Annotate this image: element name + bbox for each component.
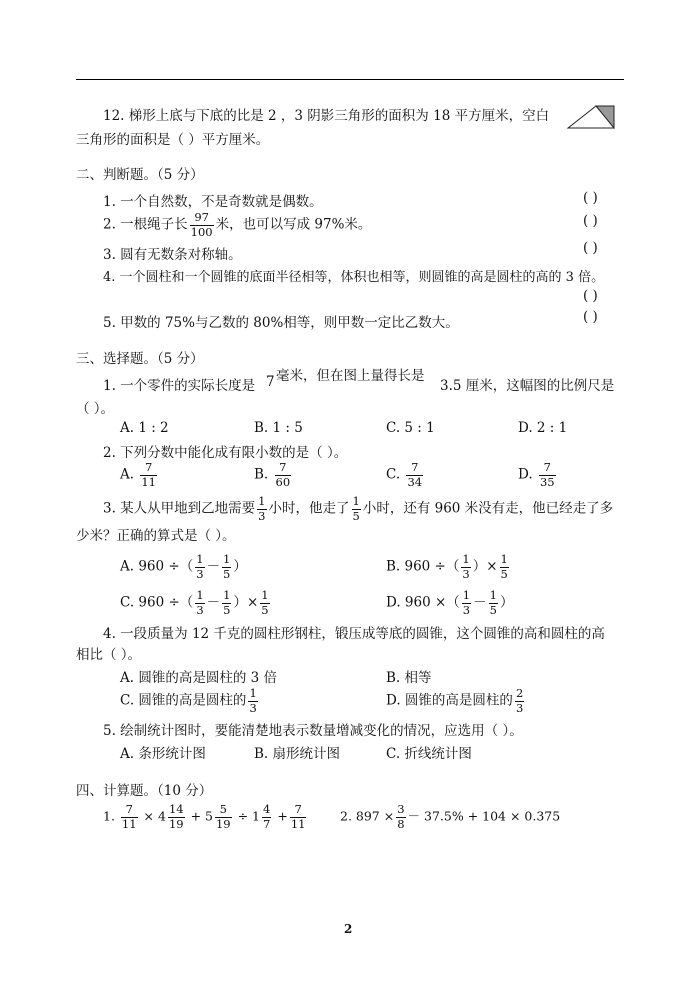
calc-2	[340, 804, 560, 830]
q2-option-c-label: C.	[386, 466, 401, 483]
q4-option-d-text: D. 圆锥的高是圆柱的	[386, 692, 513, 709]
choice-q2-text: 2. 下列分数中能化成有限小数的是（ ）。	[103, 445, 348, 461]
calc-1-label: 1.	[103, 808, 115, 824]
fraction-1-5: $\frac{1}{5}$	[489, 588, 497, 617]
fraction-1-5: $\frac{1}{5}$	[223, 552, 231, 581]
fraction-1-3: $\frac{1}{3}$	[258, 494, 266, 523]
section3-title: 三、选择题。（5 分）	[76, 351, 204, 367]
q1-option-a[interactable]: A. 1 : 2	[120, 420, 169, 436]
calc-1	[103, 804, 308, 830]
q4-option-c-text: C. 圆锥的高是圆柱的	[120, 692, 247, 709]
fraction-1-3: $\frac{1}{3}$	[249, 686, 257, 715]
choice-q1-part-d: 3.5 厘米，这幅图的比例尺是	[440, 378, 615, 394]
q2-option-b-label: B.	[254, 466, 269, 483]
page-number: 2	[344, 922, 353, 936]
judge-item-2-tail: 米，也可以写成 97%米。	[215, 216, 372, 233]
fraction-3-8: $\frac{3}{8}$	[397, 802, 405, 831]
judge-item-2-text: 2. 一根绳子长	[103, 216, 188, 233]
fraction-7-34: $\frac{7}{34}$	[407, 460, 423, 489]
q2-option-d[interactable]	[518, 462, 558, 488]
q12-line2: 三角形的面积是（ ）平方厘米。	[76, 132, 270, 148]
q5-option-b[interactable]: B. 扇形统计图	[254, 746, 341, 762]
calc-1-op1: × 4	[143, 808, 166, 824]
choice-q4-line2: 相比（ ）。	[76, 647, 142, 663]
fraction-5-19: $\frac{5}{19}$	[215, 802, 231, 831]
q3-option-d-prefix: D. 960 ×（	[386, 594, 460, 611]
q3-option-c-prefix: C. 960 ÷（	[120, 594, 194, 611]
q3-option-a-prefix: A. 960 ÷（	[120, 558, 194, 575]
q3-text-c: 小时，还有 960 米没有走，他已经走了多	[362, 500, 614, 517]
fraction-2-3: $\frac{2}{3}$	[515, 686, 524, 715]
answer-paren-4[interactable]: ( )	[583, 288, 598, 304]
choice-q1-part-c: 毫米，但在图上量得长是	[276, 368, 425, 384]
q5-option-c[interactable]: C. 折线统计图	[386, 746, 472, 762]
fraction-7-35: $\frac{7}{35}$	[539, 460, 555, 489]
q4-option-c[interactable]	[120, 688, 260, 714]
q4-option-d[interactable]	[386, 688, 526, 714]
fraction-1-5: $\frac{1}{5}$	[352, 494, 360, 523]
choice-q1-part-a: 1. 一个零件的实际长度是	[103, 378, 256, 394]
choice-q4-line1: 4. 一段质量为 12 千克的圆柱形钢柱，锻压成等底的圆锥，这个圆锥的高和圆柱的高	[103, 626, 605, 642]
q3-option-b[interactable]	[386, 554, 511, 580]
fraction-1-3: $\frac{1}{3}$	[196, 552, 204, 581]
answer-paren-2[interactable]: ( )	[583, 213, 598, 229]
answer-paren-1[interactable]: ( )	[583, 190, 598, 206]
fraction-1-5: $\frac{1}{5}$	[500, 552, 508, 581]
q2-option-b[interactable]	[254, 462, 293, 488]
choice-q5-text: 5. 绘制统计图时，要能清楚地表示数量增减变化的情况，应选用（ ）。	[103, 723, 523, 739]
choice-q3-line1	[103, 496, 613, 522]
q1-option-b[interactable]: B. 1 : 5	[254, 420, 303, 436]
section2-title: 二、判断题。（5 分）	[76, 167, 204, 183]
minus-sign: －	[473, 594, 487, 611]
calc-1-op2: + 5	[190, 808, 213, 824]
q1-option-c[interactable]: C. 5 : 1	[386, 420, 435, 436]
choice-q1-line2: （ ）。	[76, 401, 115, 417]
calc-2-b: － 37.5% + 104 × 0.375	[407, 808, 561, 824]
q4-option-a[interactable]: A. 圆锥的高是圆柱的 3 倍	[120, 670, 278, 686]
q2-option-a[interactable]	[120, 462, 159, 488]
q3-option-c[interactable]	[120, 590, 272, 616]
judge-item-3: 3. 圆有无数条对称轴。	[103, 247, 242, 263]
q3-text-a: 3. 某人从甲地到乙地需要	[103, 500, 256, 517]
fraction-7-11: $\frac{7}{11}$	[141, 460, 156, 489]
judge-item-4: 4. 一个圆柱和一个圆锥的底面半径相等，体积也相等，则圆锥的高是圆柱的高的 3 倍。	[103, 270, 605, 285]
close-paren: ）	[499, 594, 514, 611]
calc-2-a: 2. 897 ×	[340, 808, 395, 824]
q2-option-c[interactable]	[386, 462, 425, 488]
q3-text-b: 小时，他走了	[268, 500, 350, 517]
fraction-1-3: $\frac{1}{3}$	[462, 588, 471, 617]
fraction-1-3: $\frac{1}{3}$	[462, 552, 470, 581]
close-paren: ）	[233, 558, 247, 575]
q4-option-b[interactable]: B. 相等	[386, 670, 432, 686]
choice-q3-line2: 少米？正确的算式是（ ）。	[76, 528, 236, 544]
fraction-7-11: $\frac{7}{11}$	[290, 802, 306, 831]
fraction-1-5: $\frac{1}{5}$	[223, 588, 231, 617]
q2-option-d-label: D.	[518, 466, 533, 483]
minus-sign: －	[206, 558, 221, 575]
q2-option-a-label: A.	[120, 466, 135, 483]
section4-title: 四、计算题。（10 分）	[76, 783, 213, 799]
q1-option-d[interactable]: D. 2 : 1	[518, 420, 568, 436]
q5-option-a[interactable]: A. 条形统计图	[120, 746, 206, 762]
times-sign: ×	[246, 594, 259, 611]
fraction-7-60: $\frac{7}{60}$	[275, 460, 291, 489]
fraction-1-5: $\frac{1}{5}$	[261, 588, 269, 617]
q12-line1: 12. 梯形上底与下底的比是 2 ，3 阴影三角形的面积为 18 平方厘米，空白	[103, 108, 550, 124]
calc-1-op4: +	[277, 808, 288, 824]
answer-paren-5[interactable]: ( )	[583, 309, 598, 325]
judge-item-1: 1. 一个自然数，不是奇数就是偶数。	[103, 194, 323, 210]
judge-item-5: 5. 甲数的 75%与乙数的 80%相等，则甲数一定比乙数大。	[103, 315, 459, 331]
fraction-97-100: $\frac{97}{100}$	[190, 210, 213, 239]
fraction-4-7: $\frac{4}{7}$	[263, 802, 271, 831]
calc-1-op3: ÷ 1	[237, 808, 261, 824]
judge-item-2	[103, 212, 371, 238]
minus-sign: －	[206, 594, 221, 611]
choice-q1-part-b: 7	[266, 374, 275, 390]
times-sign: ×	[486, 558, 498, 575]
q3-option-b-prefix: B. 960 ÷（	[386, 558, 460, 575]
trapezoid-triangle-figure	[566, 103, 616, 131]
q3-option-d[interactable]	[386, 590, 513, 616]
close-paren: ）	[472, 558, 487, 575]
close-paren: ）	[233, 594, 247, 611]
fraction-14-19: $\frac{14}{19}$	[168, 802, 184, 831]
header-rule	[76, 79, 624, 80]
fraction-1-3: $\frac{1}{3}$	[196, 588, 204, 617]
fraction-7-11: $\frac{7}{11}$	[121, 802, 137, 831]
q3-option-a[interactable]	[120, 554, 247, 580]
answer-paren-3[interactable]: ( )	[583, 240, 598, 256]
